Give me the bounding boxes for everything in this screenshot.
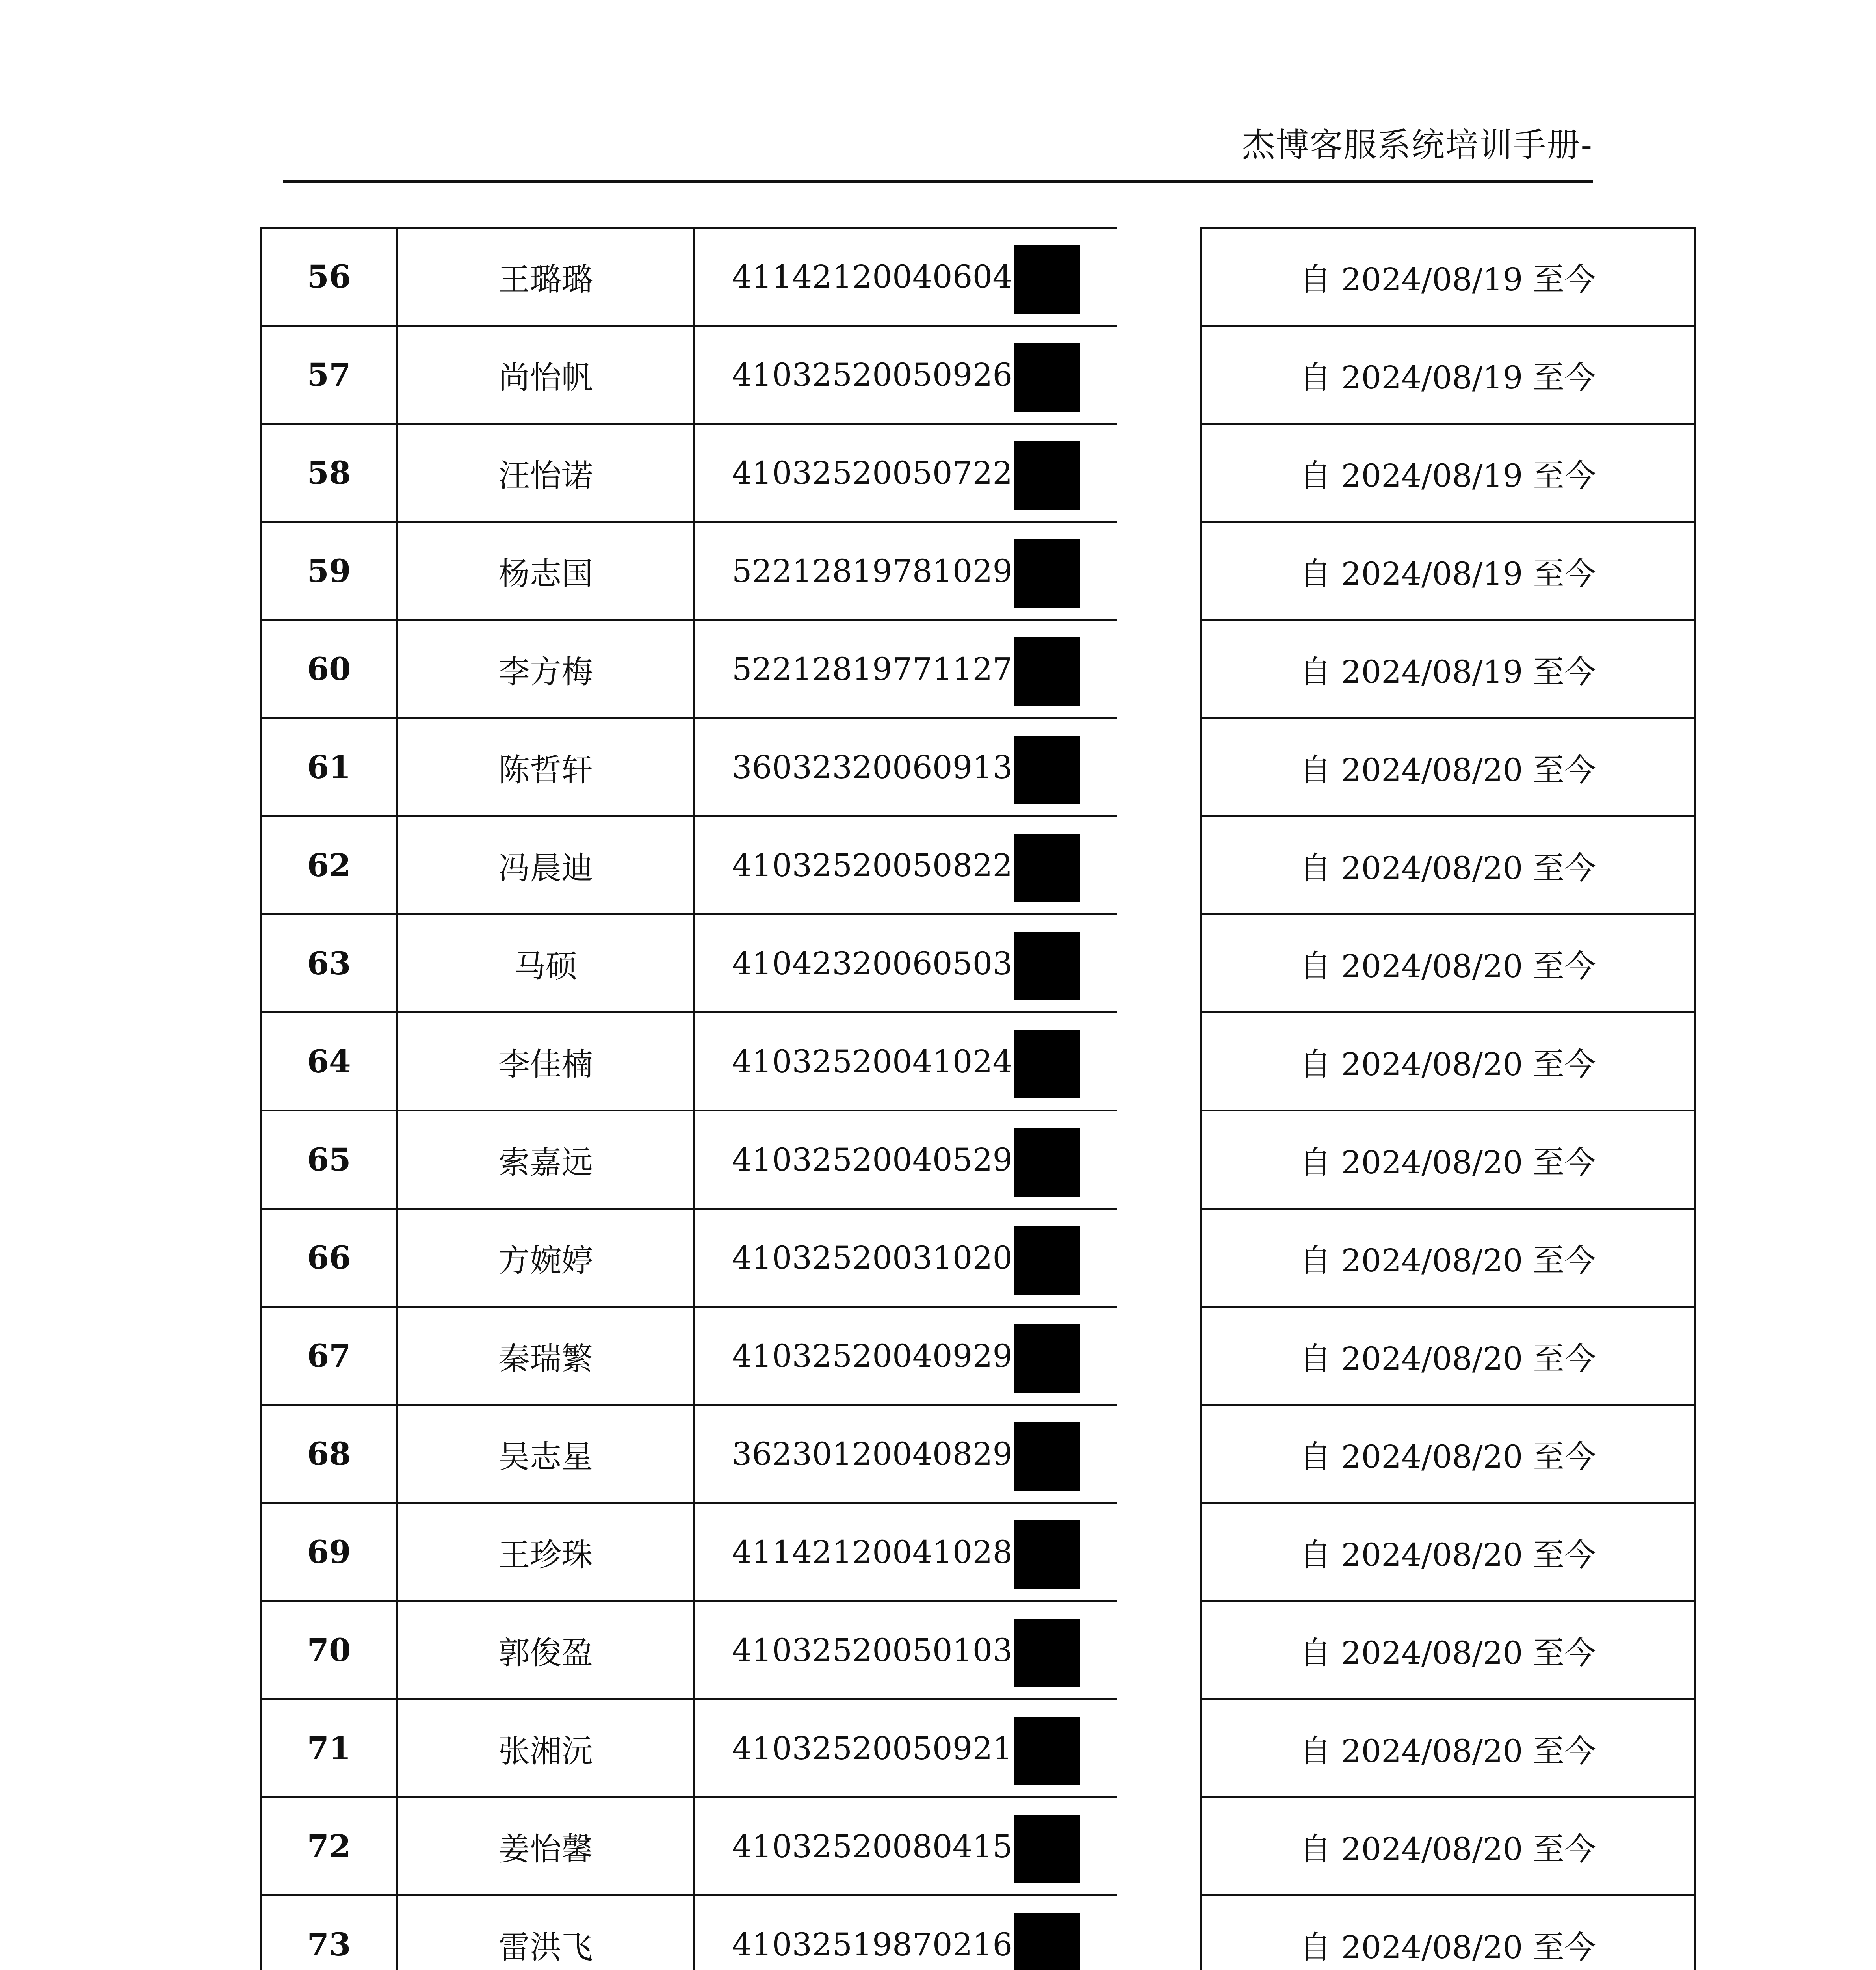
employment-period: 自 2024/08/20 至今 <box>1201 1699 1695 1797</box>
redaction-block <box>1014 1324 1080 1393</box>
redaction-block <box>1014 539 1080 608</box>
person-name: 姜怡馨 <box>397 1797 695 1896</box>
id-number-cell <box>695 1896 1117 1970</box>
id-number-cell <box>695 1013 1117 1111</box>
table-row <box>261 1209 1695 1307</box>
redaction-block <box>1014 343 1080 412</box>
id-number: 41032520050103 <box>732 1632 1013 1669</box>
table-row <box>261 718 1695 816</box>
table-row <box>261 816 1695 914</box>
id-number: 36032320060913 <box>732 749 1013 786</box>
id-number-cell <box>695 424 1117 522</box>
row-number: 67 <box>261 1307 397 1405</box>
table-row <box>261 1601 1695 1699</box>
employment-period: 自 2024/08/19 至今 <box>1201 424 1695 522</box>
id-number: 41032520080415 <box>732 1828 1013 1865</box>
person-name: 雷洪飞 <box>397 1896 695 1970</box>
redaction-block <box>1014 1717 1080 1785</box>
roster-table-body <box>261 228 1695 1970</box>
row-number: 58 <box>261 424 397 522</box>
row-number: 61 <box>261 718 397 816</box>
employment-period: 自 2024/08/20 至今 <box>1201 1896 1695 1970</box>
row-number: 63 <box>261 914 397 1013</box>
row-number: 60 <box>261 620 397 718</box>
spacer-cell <box>1117 228 1201 326</box>
person-name: 郭俊盈 <box>397 1601 695 1699</box>
table-row <box>261 1503 1695 1601</box>
row-number: 71 <box>261 1699 397 1797</box>
id-number-cell <box>695 816 1117 914</box>
id-number: 41032520050822 <box>732 847 1013 884</box>
spacer-cell <box>1117 522 1201 620</box>
person-name: 冯晨迪 <box>397 816 695 914</box>
employment-period: 自 2024/08/20 至今 <box>1201 914 1695 1013</box>
id-number: 41142120040604 <box>732 258 1013 295</box>
id-number-cell <box>695 228 1117 326</box>
redaction-block <box>1014 1619 1080 1687</box>
row-number: 56 <box>261 228 397 326</box>
table-row <box>261 1111 1695 1209</box>
id-number-cell <box>695 914 1117 1013</box>
header-rule <box>283 180 1593 183</box>
id-number-cell <box>695 1209 1117 1307</box>
spacer-cell <box>1117 1503 1201 1601</box>
redaction-block <box>1014 1815 1080 1883</box>
row-number: 64 <box>261 1013 397 1111</box>
id-number: 41032519870216 <box>732 1926 1013 1963</box>
redaction-block <box>1014 1422 1080 1491</box>
id-number-cell <box>695 522 1117 620</box>
redaction-block <box>1014 637 1080 706</box>
id-number: 41032520050921 <box>732 1730 1013 1767</box>
table-row <box>261 620 1695 718</box>
spacer-cell <box>1117 1111 1201 1209</box>
id-number: 36230120040829 <box>732 1435 1013 1472</box>
employment-period: 自 2024/08/20 至今 <box>1201 1601 1695 1699</box>
id-number-cell <box>695 1699 1117 1797</box>
row-number: 65 <box>261 1111 397 1209</box>
id-number-cell <box>695 1307 1117 1405</box>
id-number: 52212819781029 <box>732 552 1013 589</box>
table-row <box>261 1405 1695 1503</box>
table-row <box>261 1797 1695 1896</box>
row-number: 68 <box>261 1405 397 1503</box>
employment-period: 自 2024/08/20 至今 <box>1201 816 1695 914</box>
id-number: 41032520031020 <box>732 1239 1013 1276</box>
person-name: 马硕 <box>397 914 695 1013</box>
employment-period: 自 2024/08/20 至今 <box>1201 1307 1695 1405</box>
person-name: 方婉婷 <box>397 1209 695 1307</box>
person-name: 索嘉远 <box>397 1111 695 1209</box>
id-number-cell <box>695 1601 1117 1699</box>
person-name: 李佳楠 <box>397 1013 695 1111</box>
employment-period: 自 2024/08/20 至今 <box>1201 1209 1695 1307</box>
person-name: 吴志星 <box>397 1405 695 1503</box>
table-row <box>261 522 1695 620</box>
employment-period: 自 2024/08/20 至今 <box>1201 1797 1695 1896</box>
id-number: 41032520040529 <box>732 1141 1013 1178</box>
table-row <box>261 228 1695 326</box>
id-number: 41042320060503 <box>732 945 1013 982</box>
id-number: 41032520040929 <box>732 1337 1013 1374</box>
row-number: 57 <box>261 326 397 424</box>
row-number: 66 <box>261 1209 397 1307</box>
redaction-block <box>1014 245 1080 314</box>
row-number: 62 <box>261 816 397 914</box>
employment-period: 自 2024/08/20 至今 <box>1201 718 1695 816</box>
employment-period: 自 2024/08/20 至今 <box>1201 1405 1695 1503</box>
person-name: 王珍珠 <box>397 1503 695 1601</box>
person-name: 李方梅 <box>397 620 695 718</box>
table-row <box>261 424 1695 522</box>
id-number-cell <box>695 1405 1117 1503</box>
id-number-cell <box>695 718 1117 816</box>
id-number-cell <box>695 1797 1117 1896</box>
redaction-block <box>1014 1128 1080 1197</box>
id-number-cell <box>695 620 1117 718</box>
id-number-cell <box>695 326 1117 424</box>
employment-period: 自 2024/08/19 至今 <box>1201 522 1695 620</box>
employment-period: 自 2024/08/20 至今 <box>1201 1013 1695 1111</box>
employment-period: 自 2024/08/19 至今 <box>1201 326 1695 424</box>
table-row <box>261 1699 1695 1797</box>
table-row <box>261 914 1695 1013</box>
spacer-cell <box>1117 620 1201 718</box>
person-name: 张湘沅 <box>397 1699 695 1797</box>
redaction-block <box>1014 1913 1080 1970</box>
spacer-cell <box>1117 1405 1201 1503</box>
redaction-block <box>1014 1030 1080 1098</box>
table-row <box>261 1013 1695 1111</box>
id-number: 41142120041028 <box>732 1533 1013 1570</box>
employment-period: 自 2024/08/19 至今 <box>1201 228 1695 326</box>
person-name: 王璐璐 <box>397 228 695 326</box>
spacer-cell <box>1117 1896 1201 1970</box>
id-number: 52212819771127 <box>732 650 1013 688</box>
person-name: 尚怡帆 <box>397 326 695 424</box>
redaction-block <box>1014 1226 1080 1295</box>
person-name: 汪怡诺 <box>397 424 695 522</box>
spacer-cell <box>1117 1209 1201 1307</box>
redaction-block <box>1014 932 1080 1000</box>
id-number: 41032520050926 <box>732 356 1013 393</box>
spacer-cell <box>1117 326 1201 424</box>
spacer-cell <box>1117 816 1201 914</box>
row-number: 72 <box>261 1797 397 1896</box>
id-number-cell <box>695 1111 1117 1209</box>
id-number: 41032520050722 <box>732 454 1013 491</box>
redaction-block <box>1014 834 1080 902</box>
table-row <box>261 326 1695 424</box>
id-number: 41032520041024 <box>732 1043 1013 1080</box>
spacer-cell <box>1117 424 1201 522</box>
table-row <box>261 1896 1695 1970</box>
person-name: 陈哲轩 <box>397 718 695 816</box>
spacer-cell <box>1117 1013 1201 1111</box>
redaction-block <box>1014 441 1080 510</box>
spacer-cell <box>1117 718 1201 816</box>
roster-table <box>260 227 1696 1970</box>
redaction-block <box>1014 736 1080 804</box>
spacer-cell <box>1117 1307 1201 1405</box>
table-row <box>261 1307 1695 1405</box>
id-number-cell <box>695 1503 1117 1601</box>
row-number: 73 <box>261 1896 397 1970</box>
spacer-cell <box>1117 1797 1201 1896</box>
employment-period: 自 2024/08/20 至今 <box>1201 1503 1695 1601</box>
employment-period: 自 2024/08/20 至今 <box>1201 1111 1695 1209</box>
document-header-title: 杰博客服系统培训手册- <box>1242 126 1593 164</box>
redaction-block <box>1014 1520 1080 1589</box>
row-number: 59 <box>261 522 397 620</box>
spacer-cell <box>1117 914 1201 1013</box>
row-number: 70 <box>261 1601 397 1699</box>
spacer-cell <box>1117 1699 1201 1797</box>
employment-period: 自 2024/08/19 至今 <box>1201 620 1695 718</box>
person-name: 杨志国 <box>397 522 695 620</box>
spacer-cell <box>1117 1601 1201 1699</box>
row-number: 69 <box>261 1503 397 1601</box>
person-name: 秦瑞繁 <box>397 1307 695 1405</box>
